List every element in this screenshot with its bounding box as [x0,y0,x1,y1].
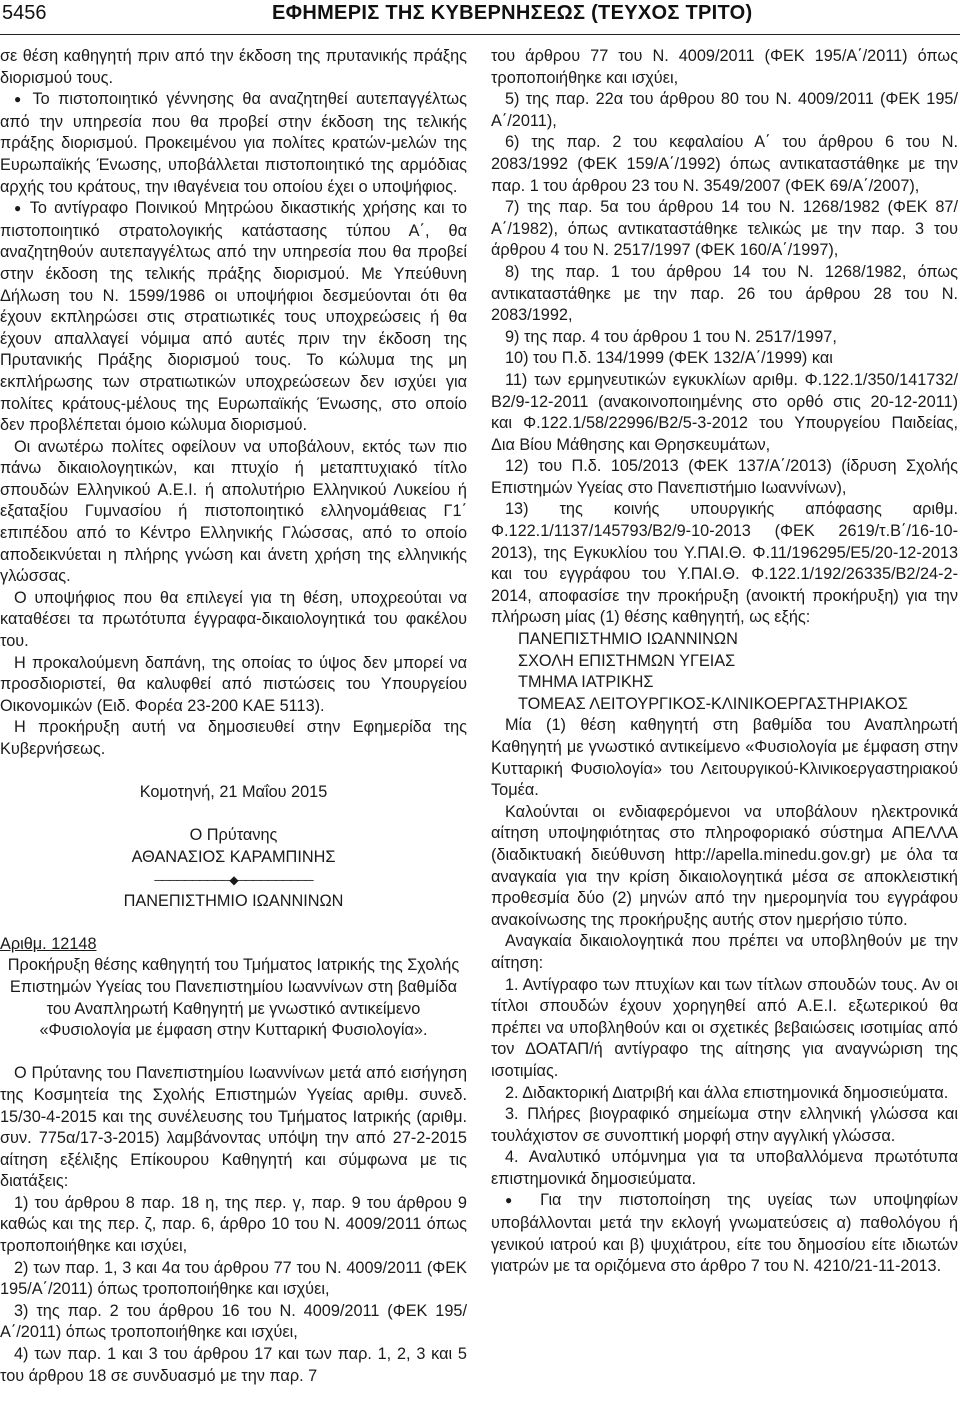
health-certification-paragraph: ● Για την πιστοποίηση της υγείας των υποψηφίων υποβάλλονται μετά την εκλογή γνωματεύσεις α) παθολόγου ή γενικού ιατρού και β) ψυχιάτρου, είτε του δημοσίου είτε ιδιωτών γιατρών με τα οριζόμενα στο άρθρο 7 του Ν. 4210/21-11-2013. [491,1190,958,1277]
right-column [491,46,958,1278]
announcement-number: Αριθμ. 12148 [0,934,97,953]
provision-12: 12) του Π.δ. 105/2013 (ΦΕΚ 137/Α΄/2013) (ίδρυση Σχολής Επιστημών Υγείας στο Πανεπιστήμιο Ιωαννίνων), [491,457,958,497]
left-column [0,46,467,1387]
documents-intro: Αναγκαία δικαιολογητικά που πρέπει να υποβληθούν με την αίτηση: [491,932,958,972]
heading-department: ΤΜΗΜΑ ΙΑΤΡΙΚΗΣ [518,673,654,692]
provision-4-continued: του άρθρου 77 του Ν. 4009/2011 (ΦΕΚ 195/Α΄/2011) όπως τροποποιήθηκε και ισχύει, [491,47,958,87]
announcement-title: Προκήρυξη θέσης καθηγητή του Τμήματος Ιατρικής της Σχολής Επιστημών Υγείας του Πανεπιστημίου Ιωαννίνων στη βαθμίδα του Αναπληρωτή Καθηγητή με γνωστικό αντικείμενο «Φυσιολογία με έμφαση στην Κυτταρική Φυσιολογία». [7,956,460,1040]
page-number: 5456 [2,2,47,24]
provision-7: 7) της παρ. 5α του άρθρου 14 του Ν. 1268/1982 (ΦΕΚ 87/Α΄/1982), όπως αντικαταστάθηκε τελικώς με την παρ. 3 του άρθρου 4 του Ν. 2517/1997 (ΦΕΚ 160/Α΄/1997), [491,198,958,260]
provision-2: 2) των παρ. 1, 3 και 4α του άρθρου 77 του Ν. 4009/2011 (ΦΕΚ 195/Α΄/2011) όπως τροποποιήθηκε και ισχύει, [0,1258,467,1299]
invitation-paragraph: Καλούνται οι ενδιαφερόμενοι να υποβάλουν ηλεκτρονικά αίτηση υποψηφιότητας στο πληροφοριακό σύστημα ΑΠΕΛΛΑ (διαδικτυακή διεύθυνση http://apella.minedu.gov.gr) με όλα τα αναγκαία για την κρίση δικαιολογητικά μέσα σε αποκλειστική προθεσμία δύο (2) μηνών από την ημερομηνία του εγγράφου ανακοίνωσης της προκήρυξης αυτής στον ημερήσιο τύπο. [491,802,958,929]
heading-university: ΠΑΝΕΠΙΣΤΗΜΙΟ ΙΩΑΝΝΙΝΩΝ [518,630,738,649]
document-2: 2. Διδακτορική Διατριβή και άλλα επιστημονικά δημοσιεύματα. [505,1083,949,1102]
position-paragraph: Μία (1) θέση καθηγητή στη βαθμίδα του Αναπληρωτή Καθηγητή με γνωστικό αντικείμενο «Φυσιολογία με έμφαση στην Κυτταρική Φυσιολογία» του Λειτουργικού-Κλινικοεργαστηριακού Τομέα. [491,716,958,800]
section-divider: ──────────◆────────── [154,872,313,887]
provision-8: 8) της παρ. 1 του άρθρου 14 του Ν. 1268/1982, όπως αντικαταστάθηκε με την παρ. 26 του άρθρου 28 του Ν. 2083/1992, [491,262,958,325]
page-header [0,0,960,35]
intro-paragraph: σε θέση καθηγητή πριν από την έκδοση της πρυτανικής πράξης διορισμού τους. [0,47,467,87]
birth-certificate-paragraph: ● Το πιστοποιητικό γέννησης θα αναζητηθεί αυτεπαγγέλτως από την υπηρεσία που θα προβεί στην έκδοση της τελικής πράξης διορισμού. Προκειμένου για πολίτες κρατών-μελών της Ευρωπαϊκής Ένωσης, υποβάλλεται πιστοποιητικό της αρμόδιας αρχής του κράτους, την ιθαγένεια του οποίου έχει ο υποψήφιος. [0,89,467,198]
heading-sector: ΤΟΜΕΑΣ ΛΕΙΤΟΥΡΓΙΚΟΣ-ΚΛΙΝΙΚΟΕΡΓΑΣΤΗΡΙΑΚΟΣ [518,694,908,713]
foreign-citizens-paragraph: Οι ανωτέρω πολίτες οφείλουν να υποβάλουν, εκτός των πιο πάνω δικαιολογητικών, και πτυχίο ή μεταπτυχιακό τίτλο σπουδών Ελληνικού Α.Ε.Ι. ή απολυτήριο Ελληνικού Λυκείου ή εξαταξίου Γυμνασίου ή πιστοποιητικό ελληνομάθειας Γ1΄ επιπέδου από το Κέντρο Ελληνικής Γλώσσας, από το οποίο αποδεικνύεται η πλήρης γνώση και άνετη χρήση της ελληνικής γλώσσας. [0,437,467,586]
provision-11: 11) των ερμηνευτικών εγκυκλίων αριθμ. Φ.122.1/350/141732/Β2/9-12-2011 (ανακοινοποιημένης στο ορθό στις 20-12-2011) και Φ.122.1/58/22996/Β2/5-3-2012 του Υπουργείου Παιδείας, Δια Βίου Μάθησης και Θρησκευμάτων, [491,370,958,454]
journal-title: ΕΦΗΜΕΡΙΣ ΤΗΣ ΚΥΒΕΡΝΗΣΕΩΣ (ΤΕΥΧΟΣ ΤΡΙΤΟ) [272,2,753,24]
publication-paragraph: Η προκήρυξη αυτή να δημοσιευθεί στην Εφημερίδα της Κυβερνήσεως. [0,718,467,758]
signature-place-date: Κομοτηνή, 21 Μαΐου 2015 [139,783,328,802]
criminal-record-paragraph: ● Το αντίγραφο Ποινικού Μητρώου δικαστικής χρήσης και το πιστοποιητικό στρατολογικής κατάστασης τύπου Α΄, θα αναζητηθούν αυτεπαγγέλτως από την υπηρεσία που θα προβεί στην έκδοση της τελικής πράξης διορισμού. Με Υπεύθυνη Δήλωση του Ν. 1599/1986 οι υποψήφιοι δεσμεύονται ότι θα έχουν εκπληρώσει στις στρατιωτικές τους υποχρεώσεις ή θα έχουν απαλλαγεί νόμιμα από αυτές πριν την έκδοση της Πρυτανικής Πράξης διορισμού τους. Το κώλυμα της μη εκπλήρωσης των στρατιωτικών υποχρεώσεων δεν ισχύει για πολίτες κράτους-μέλους της Ευρωπαϊκής Ένωσης, στο οποίο δεν προβλέπεται όμοιο κώλυμα διορισμού. [0,198,467,437]
original-documents-paragraph: Ο υποψήφιος που θα επιλεγεί για τη θέση, υποχρεούται να καταθέσει τα πρωτότυπα έγγραφα-δικαιολογητικά του φακέλου του. [0,588,467,651]
document-4: 4. Αναλυτικό υπόμνημα για τα υποβαλλόμενα πρωτότυπα επιστημονικά δημοσιεύματα. [491,1148,958,1188]
university-title: ΠΑΝΕΠΙΣΤΗΜΙΟ ΙΩΑΝΝΙΝΩΝ [123,891,344,910]
cost-paragraph: Η προκαλούμενη δαπάνη, της οποίας το ύψος δεν μπορεί να προσδιοριστεί, θα καλυφθεί από πιστώσεις του Υπουργείου Οικονομικών (Ειδ. Φορέα 23-200 ΚΑΕ 5113). [0,653,467,715]
rector-intro-paragraph: Ο Πρύτανης του Πανεπιστημίου Ιωαννίνων μετά από εισήγηση της Κοσμητεία της Σχολής Επιστημών Υγείας αριθμ. συνεδ. 15/30-4-2015 και της συνέλευσης του Τμήματος Ιατρικής (αριθμ. συν. 775α/17-3-2015) λαμβάνοντας υπόψη την από 27-2-2015 αίτηση εξέλιξης Επίκουρου Καθηγητή και σύμφωνα με τις διατάξεις: [0,1064,467,1191]
heading-school: ΣΧΟΛΗ ΕΠΙΣΤΗΜΩΝ ΥΓΕΙΑΣ [518,651,736,670]
document-3: 3. Πλήρες βιογραφικό σημείωμα στην ελληνική γλώσσα και τουλάχιστον σε συνοπτική μορφή στην αγγλική γλώσσα. [491,1105,958,1145]
provision-5: 5) της παρ. 22α του άρθρου 80 του Ν. 4009/2011 (ΦΕΚ 195/Α΄/2011), [491,90,958,130]
signature-name: ΑΘΑΝΑΣΙΟΣ ΚΑΡΑΜΠΙΝΗΣ [131,847,336,866]
provision-4: 4) των παρ. 1 και 3 του άρθρου 17 και των παρ. 1, 2, 3 και 5 του άρθρου 18 σε συνδυασμό με την παρ. 7 [0,1345,467,1385]
provision-6: 6) της παρ. 2 του κεφαλαίου Α΄ του άρθρου 6 του Ν. 2083/1992 (ΦΕΚ 159/Α΄/1992) όπως αντικαταστάθηκε με την παρ. 1 του άρθρου 23 του Ν. 3549/2007 (ΦΕΚ 69/Α΄/2007), [491,133,958,195]
provision-13: 13) της κοινής υπουργικής απόφασης αριθμ. Φ.122.1/1137/145793/Β2/9-10-2013 (ΦΕΚ 2619/τ.Β΄/16-10-2013), της Εγκυκλίου του Υ.ΠΑΙ.Θ. Φ.11/196295/Ε5/20-12-2013 και του εγγράφου του Υ.ΠΑΙ.Θ. Φ.122.1/192/26335/Β2/24-2-2014, αποφασίσε την προκήρυξη (ανοικτή προκήρυξη) για την πλήρωση μίας (1) θέσης καθηγητή, ως εξής: [491,500,958,627]
provision-10: 10) του Π.δ. 134/1999 (ΦΕΚ 132/Α΄/1999) και [505,349,833,368]
provision-3: 3) της παρ. 2 του άρθρου 16 του Ν. 4009/2011 (ΦΕΚ 195/Α΄/2011) όπως τροποποιήθηκε και ισχύει, [0,1301,467,1342]
provision-1: 1) του άρθρου 8 παρ. 18 η, της περ. γ, παρ. 9 του άρθρου 9 καθώς και της περ. ζ, παρ. 6, άρθρο 10 του Ν. 4009/2011 όπως τροποποιήθηκε και ισχύει, [0,1193,467,1256]
signature-role: Ο Πρύτανης [189,826,278,845]
provision-9: 9) της παρ. 4 του άρθρου 1 του Ν. 2517/1997, [505,327,837,346]
document-1: 1. Αντίγραφο των πτυχίων και των τίτλων σπουδών τους. Αν οι τίτλοι σπουδών έχουν χορηγηθεί από Α.Ε.Ι. εξωτερικού θα πρέπει να υποβληθούν και οι σχετικές βεβαιώσεις ισοτιμίας από τον ΔΟΑΤΑΠ/ή αντίγραφο της αίτησης για αναγνώριση της ισοτιμίας. [491,975,958,1080]
